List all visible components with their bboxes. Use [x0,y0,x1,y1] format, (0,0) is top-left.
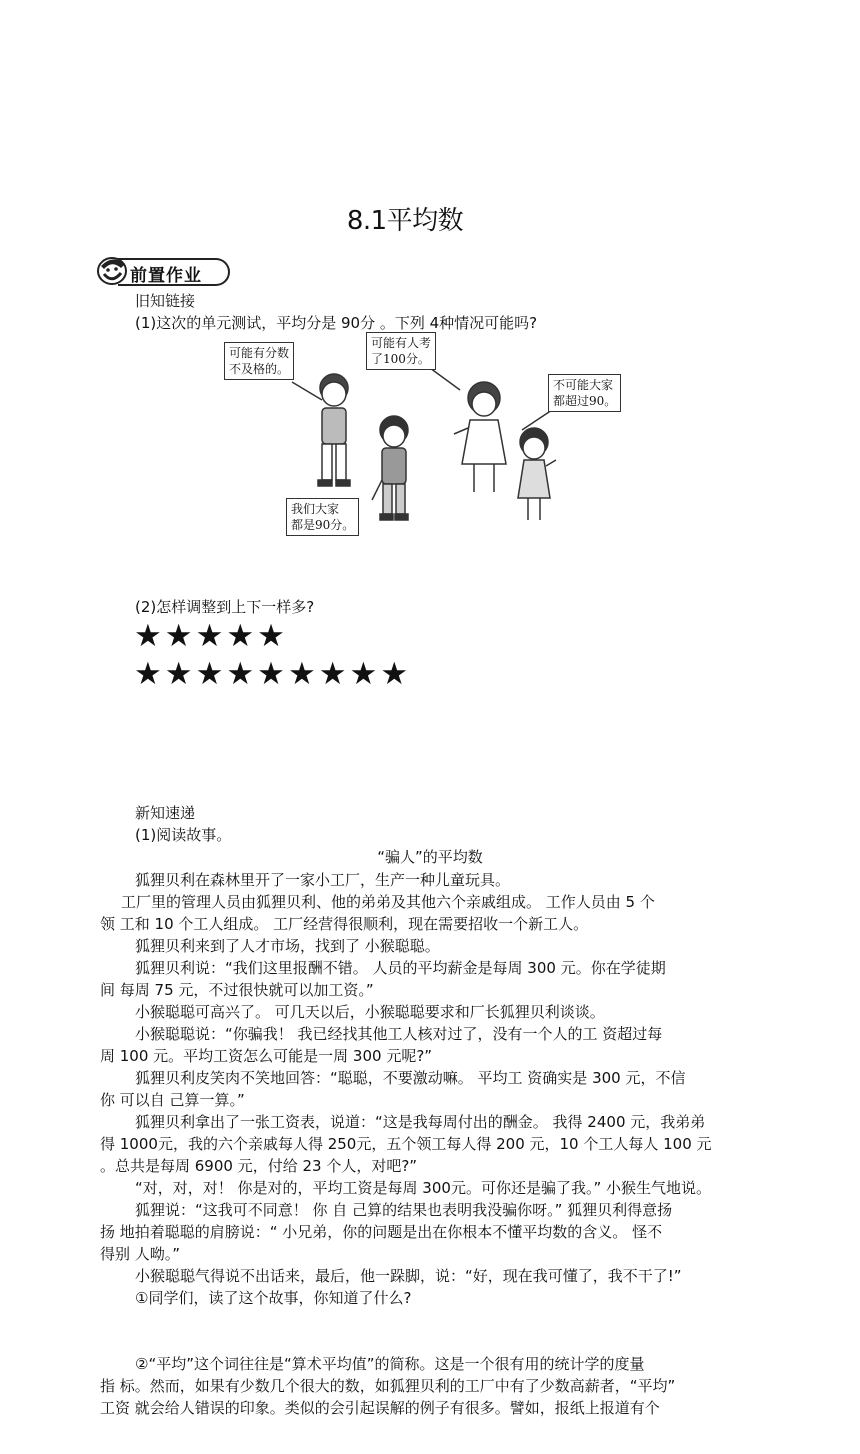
new-info-heading: 新知速递 [135,804,196,822]
smiley-logo-icon [96,254,130,286]
story-line: 狐狸贝利拿出了一张工资表，说道：“这是我每周付出的酬金。 我得 2400 元，我弟弟 [135,1113,706,1131]
story-line: 小猴聪聪气得说不出话来，最后，他一跺脚，说：“好，现在我可懂了，我不干了!” [135,1267,682,1285]
story-line: “对，对，对！ 你是对的，平均工资是每周 300元。可你还是骗了我。” 小猴生气地说。 [135,1179,711,1197]
cartoon-illustration [222,330,642,542]
new-info-q1: (1)阅读故事。 [135,826,232,844]
para2-line: 指 标。然而，如果有少数几个很大的数，如狐狸贝利的工厂中有了少数高薪者，“平均” [100,1377,676,1395]
banner-tab [118,258,230,286]
para2-line: 工资 就会给人错误的印象。类似的会引起误解的例子有很多。譬如，报纸上报道有个 [100,1399,660,1417]
para2-line: ②“平均”这个词往往是“算术平均值”的简称。这是一个很有用的统计学的度量 [135,1355,645,1373]
old-link-q2: (2)怎样调整到上下一样多? [135,598,315,616]
story-line: 你 可以自 己算一算。” [100,1091,245,1109]
speech-bubble-4: 我们大家 都是90分。 [286,498,359,536]
story-line: 狐狸说：“这我可不同意！ 你 自 己算的结果也表明我没骗你呀。” 狐狸贝利得意扬 [135,1201,673,1219]
question-1: ①同学们，读了这个故事，你知道了什么? [135,1289,412,1307]
story-line: 领 工和 10 个工人组成。 工厂经营得很顺利，现在需要招收一个新工人。 [100,915,589,933]
story-line: 。总共是每周 6900 元，付给 23 个人，对吧?” [100,1157,418,1175]
story-line: 得 1000元，我的六个亲戚每人得 250元，五个领工每人得 200 元，10 个工人每人 100 元 [100,1135,712,1153]
stars-row-bottom: ★★★★★★★★★ [134,656,412,692]
section-banner [96,252,236,288]
story-line: 狐狸贝利说：“我们这里报酬不错。 人员的平均薪金是每周 300 元。你在学徒期 [135,959,666,977]
old-link-heading: 旧知链接 [135,292,196,310]
story-line: 间 每周 75 元，不过很快就可以加工资。” [100,981,374,999]
old-link-q1: (1)这次的单元测试，平均分是 90分 。下列 4种情况可能吗? [135,314,538,332]
story-line: 扬 地拍着聪聪的肩膀说：“ 小兄弟，你的问题是出在你根本不懂平均数的含义。 怪不 [100,1223,663,1241]
page-title: 8.1平均数 [346,206,464,236]
story-title: “骗人”的平均数 [377,848,483,866]
story-line: 小猴聪聪说：“你骗我！ 我已经找其他工人核对过了，没有一个人的工 资超过每 [135,1025,663,1043]
story-line: 周 100 元。平均工资怎么可能是一周 300 元呢?” [100,1047,433,1065]
story-line: 得别 人呦。” [100,1245,181,1263]
story-line: 狐狸贝利皮笑肉不笑地回答：“聪聪，不要激动嘛。 平均工 资确实是 300 元，不信 [135,1069,686,1087]
stars-row-top: ★★★★★ [134,618,288,654]
speech-bubble-2: 可能有人考 了100分。 [366,332,436,370]
story-line: 狐狸贝利来到了人才市场，找到了 小猴聪聪。 [135,937,440,955]
speech-bubble-3: 不可能大家 都超过90。 [548,374,621,412]
story-line: 小猴聪聪可高兴了。 可几天以后，小猴聪聪要求和厂长狐狸贝利谈谈。 [135,1003,605,1021]
banner-label: 前置作业 [130,266,202,286]
story-line: 狐狸贝利在森林里开了一家小工厂，生产一种儿童玩具。 [135,871,511,889]
story-line: 工厂里的管理人员由狐狸贝利、他的弟弟及其他六个亲戚组成。 工作人员由 5 个 [121,893,655,911]
speech-bubble-1: 可能有分数 不及格的。 [224,342,294,380]
